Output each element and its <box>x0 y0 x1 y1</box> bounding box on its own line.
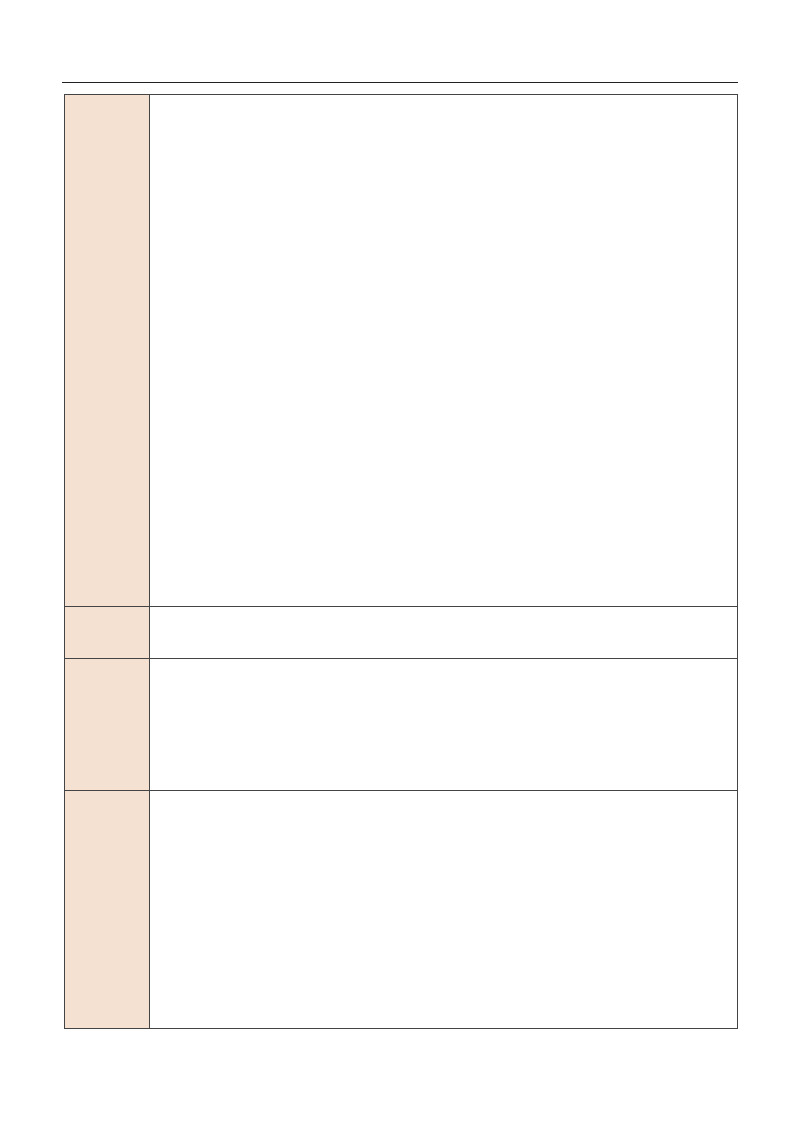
header-rule <box>62 82 738 83</box>
examples-cell <box>150 659 738 791</box>
row-methods <box>65 95 738 607</box>
prediction-p2 <box>157 808 731 835</box>
prediction-label <box>65 791 150 1029</box>
row-common-question <box>65 607 738 659</box>
prediction-cell <box>150 791 738 1029</box>
methods-summary <box>157 95 731 101</box>
prediction-p1 <box>157 791 731 808</box>
methods-cell <box>150 95 738 607</box>
row-prediction <box>65 791 738 1029</box>
empty-label-cell <box>65 95 150 607</box>
examples-label <box>65 659 150 791</box>
prediction-p4 <box>157 840 731 845</box>
common-label <box>65 607 150 659</box>
content-table <box>64 94 738 1029</box>
common-cell <box>150 607 738 659</box>
row-examples <box>65 659 738 791</box>
